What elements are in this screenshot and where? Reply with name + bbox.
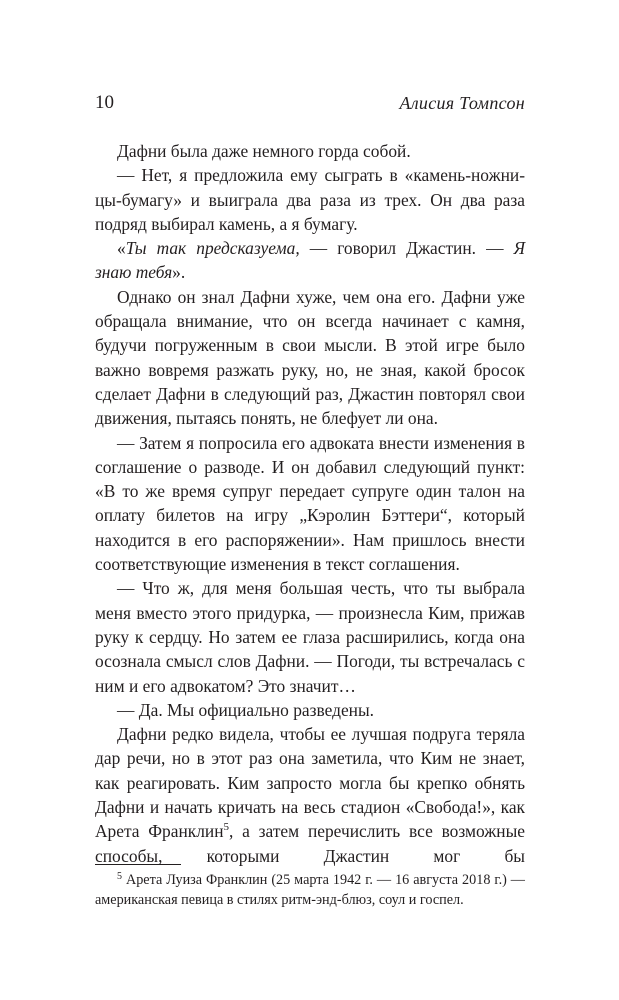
paragraph-8-text-b: , а затем перечислить все возможные способы, которыми Джастин мог бы — [95, 821, 525, 866]
footnote-text: Арета Луиза Франклин (25 марта 1942 г. — 16 августа 2018 г.) — американская певица в стилях ритм-энд-блюз, соул и госпел. — [95, 872, 525, 908]
paragraph-8-text-a: Дафни редко видела, чтобы ее лучшая подруга теряла дар речи, но в этот раз она заметила, что Ким не знает, как реагировать. Ким запросто могла бы крепко обнять Дафни и начать кричать на весь стадион «Свобода!», как Арета Франклин — [95, 724, 525, 842]
paragraph-1: Дафни была даже немного горда собой. — [117, 141, 411, 161]
paragraph-2: — Нет, я предложила ему сыграть в «камень-ножницы-бумагу» и выиграла два раза из трех. Он два раза подряд выбирал камень, а я бумагу. — [95, 165, 525, 234]
italic-quote-b: Я знаю тебя — [95, 238, 525, 283]
footnote — [95, 870, 525, 910]
page-number: 10 — [95, 92, 114, 113]
italic-quote-a: Ты так предсказуема, — [125, 238, 300, 259]
running-head-author: Алисия Томпсон — [399, 93, 525, 113]
paragraph-8 — [95, 722, 525, 868]
footnote-paragraph — [95, 870, 525, 910]
quote-attribution: — говорил Джастин. — — [299, 238, 514, 259]
body-text — [95, 139, 525, 868]
paragraph-3 — [95, 236, 525, 285]
footnote-divider — [95, 864, 181, 865]
footnote-marker: 5 — [117, 871, 122, 882]
paragraph-4: Однако он знал Дафни хуже, чем она его. Дафни уже обращала внимание, что он всегда начинает с камня, будучи погруженным в свои мысли. В этой игре было важно вовремя разжать руку, но, не зная, какой бросок сделает Дафни в следующий раз, Джастин повторял свои движения, пытаясь понять, не блефует ли она. — [95, 286, 525, 429]
page-header — [95, 91, 525, 115]
footnote-reference[interactable]: 5 — [223, 821, 230, 834]
paragraph-7: — Да. Мы официально разведены. — [117, 699, 375, 720]
paragraph-6: — Что ж, для меня большая честь, что ты выбрала меня вместо этого придурка, — произнесла Ким, прижав руку к сердцу. Но затем ее глаза расширились, когда она осознала смысл слов Дафни. — Погоди, ты встречалась с ним и его адвокатом? Это значит… — [95, 578, 525, 696]
quote-close: ». — [172, 262, 186, 283]
paragraph-5: — Затем я попросила его адвоката внести изменения в соглашение о разводе. И он добавил следующий пункт: «В то же время супруг передает супруге один талон на оплату билетов на игру „Кэролин Бэттери“, который находится в его распоряжении». Нам пришлось внести соответствующие изменения в текст соглашения. — [95, 432, 525, 575]
quote-open: « — [117, 238, 126, 259]
